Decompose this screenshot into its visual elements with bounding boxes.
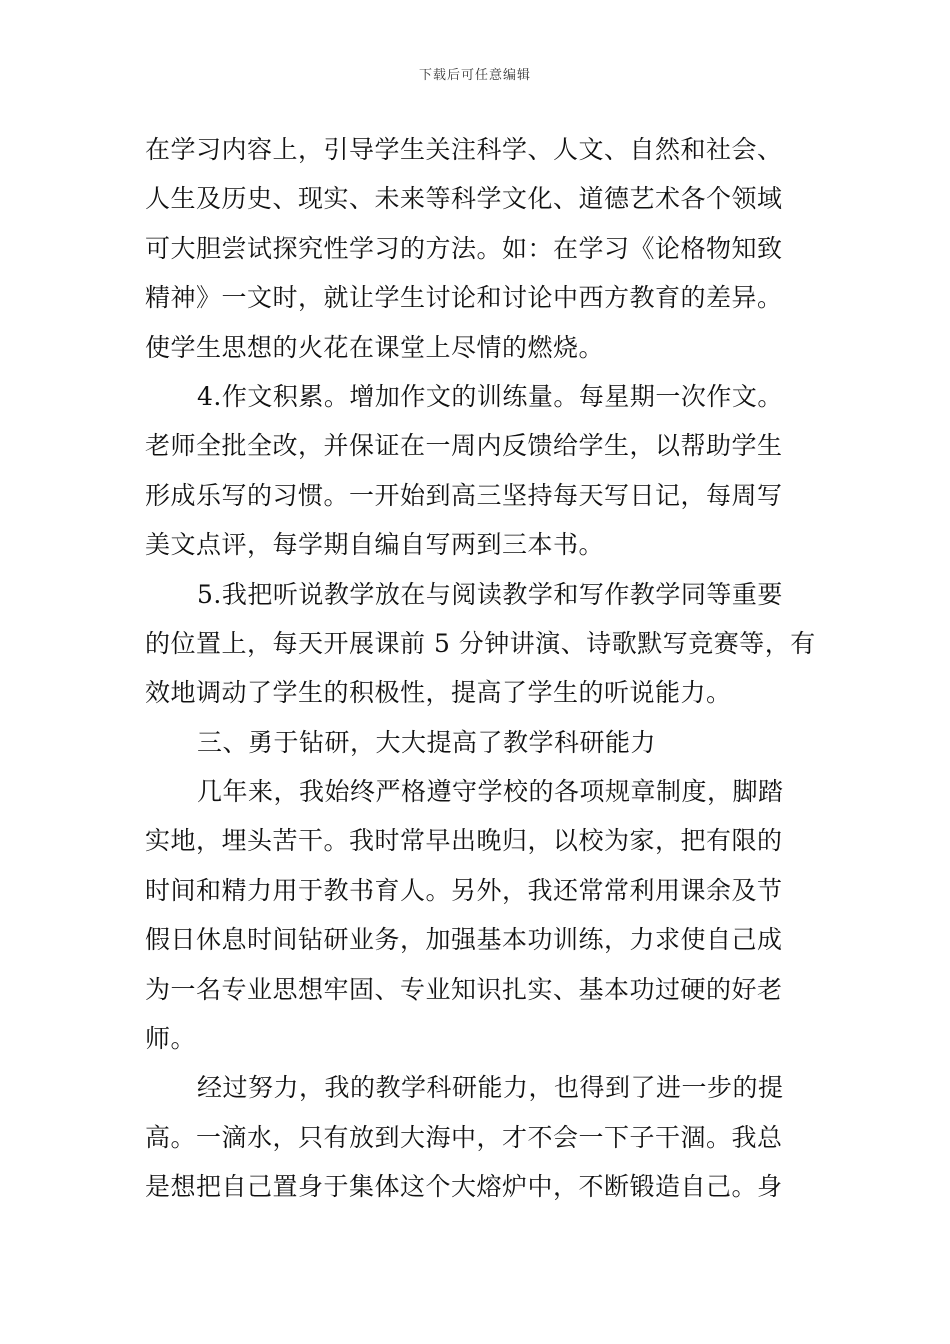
- text-line: 假日休息时间钻研业务，加强基本功训练，力求使自己成: [145, 925, 783, 955]
- text-line: 使学生思想的火花在课堂上尽情的燃烧。: [145, 332, 605, 362]
- text-line: 可大胆尝试探究性学习的方法。如：在学习《论格物知致: [145, 233, 783, 263]
- text-line: 实地，埋头苦干。我时常早出晚归，以校为家，把有限的: [145, 826, 783, 856]
- text-line: 时间和精力用于教书育人。另外，我还常常利用课余及节: [145, 875, 783, 905]
- text-line: 人生及历史、现实、未来等科学文化、道德艺术各个领域: [145, 184, 783, 214]
- text-line: 效地调动了学生的积极性，提高了学生的听说能力。: [145, 678, 732, 708]
- text-line: 为一名专业思想牢固、专业知识扎实、基本功过硬的好老: [145, 974, 783, 1004]
- text-line: 老师全批全改，并保证在一周内反馈给学生，以帮助学生: [145, 431, 783, 461]
- paragraph-start-line: 5.我把听说教学放在与阅读教学和写作教学同等重要: [197, 579, 783, 609]
- paragraph-start-line: 几年来，我始终严格遵守学校的各项规章制度，脚踏: [197, 777, 784, 807]
- text-line: 美文点评，每学期自编自写两到三本书。: [145, 530, 605, 560]
- text-line: 高。一滴水，只有放到大海中，才不会一下子干涸。我总: [145, 1122, 783, 1152]
- text-line: 师。: [145, 1024, 197, 1054]
- text-line: 的位置上，每天开展课前 5 分钟讲演、诗歌默写竞赛等，有: [145, 628, 816, 658]
- text-line: 形成乐写的习惯。一开始到高三坚持每天写日记，每周写: [145, 480, 783, 510]
- page-header-note: 下载后可任意编辑: [418, 68, 531, 83]
- paragraph-start-line: 4.作文积累。增加作文的训练量。每星期一次作文。: [197, 381, 783, 411]
- paragraph-start-line: 经过努力，我的教学科研能力，也得到了进一步的提: [197, 1073, 784, 1103]
- text-line: 在学习内容上，引导学生关注科学、人文、自然和社会、: [145, 135, 783, 164]
- text-line: 精神》一文时，就让学生讨论和讨论中西方教育的差异。: [145, 283, 783, 313]
- text-line: 是想把自己置身于集体这个大熔炉中，不断锻造自己。身: [145, 1172, 783, 1202]
- section-heading: 三、勇于钻研，大大提高了教学科研能力: [197, 727, 657, 757]
- document-body: [145, 125, 816, 1212]
